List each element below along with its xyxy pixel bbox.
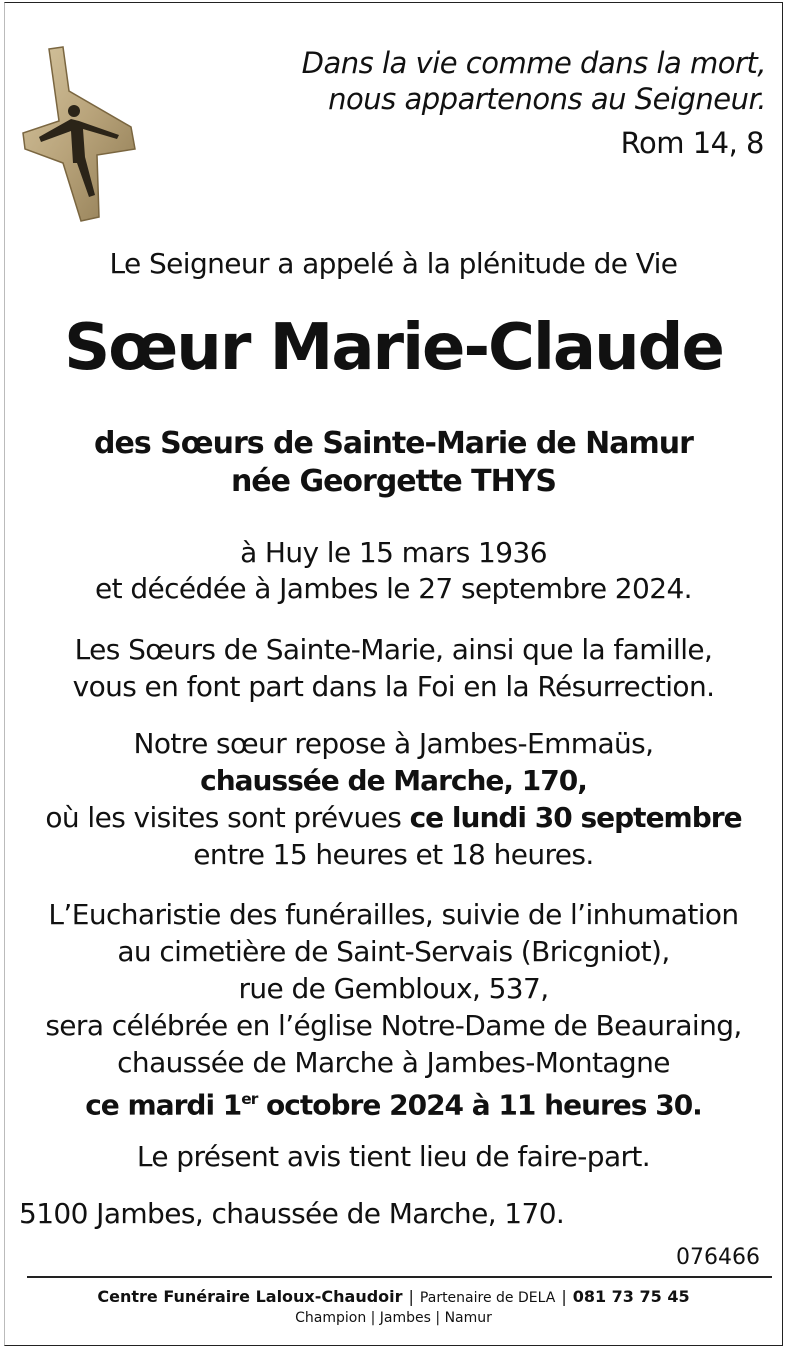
family-line-2: vous en font part dans la Foi en la Résurrection. xyxy=(72,670,715,703)
visits-hours: entre 15 heures et 18 heures. xyxy=(193,838,594,871)
quote-line-1: Dans la vie comme dans la mort, xyxy=(301,46,766,80)
funeral-datetime xyxy=(5,1081,782,1123)
funeral-line-2: au cimetière de Saint-Servais (Bricgniot), xyxy=(117,935,670,968)
funeral-datetime-sup: er xyxy=(241,1090,258,1108)
intro-line: Le Seigneur a appelé à la plénitude de Vie xyxy=(109,247,678,280)
congregation-line: des Sœurs de Sainte-Marie de Namur xyxy=(94,426,693,461)
funeral-line-5: chaussée de Marche à Jambes-Montagne xyxy=(117,1046,670,1079)
family-block xyxy=(5,631,782,705)
deceased-name: Sœur Marie-Claude xyxy=(64,311,723,385)
quote-line-2: nous appartenons au Seigneur. xyxy=(328,82,766,116)
funeral-datetime-a: ce mardi 1 xyxy=(85,1088,242,1122)
footer-locations: Champion | Jambes | Namur xyxy=(295,1310,492,1326)
repose-block xyxy=(5,725,782,873)
crucifix-icon xyxy=(19,45,139,225)
scripture-reference: Rom 14, 8 xyxy=(620,126,764,160)
funeral-datetime-b: octobre 2024 à 11 heures 30. xyxy=(257,1088,702,1122)
congregation-block xyxy=(5,425,782,501)
birth-name-line: née Georgette THYS xyxy=(230,464,557,499)
visits-line xyxy=(5,799,782,836)
dates-block xyxy=(5,535,782,607)
separator: | xyxy=(408,1287,414,1306)
partner-text: Partenaire de DELA xyxy=(419,1290,556,1306)
repose-address: chaussée de Marche, 170, xyxy=(200,764,587,797)
funeral-line-4: sera célébrée en l’église Notre-Dame de Beauraing, xyxy=(45,1009,742,1042)
funeral-line-1: L’Eucharistie des funérailles, suivie de l’inhumation xyxy=(48,898,739,931)
footer-divider xyxy=(27,1276,772,1278)
notice-line: Le présent avis tient lieu de faire-part. xyxy=(136,1140,651,1173)
repose-line-1: Notre sœur repose à Jambes-Emmaüs, xyxy=(133,727,654,760)
address-line: 5100 Jambes, chaussée de Marche, 170. xyxy=(19,1197,565,1230)
phone-number: 081 73 75 45 xyxy=(572,1287,690,1306)
birth-line: à Huy le 15 mars 1936 xyxy=(240,536,547,569)
scripture-quote xyxy=(302,45,766,117)
funeral-line-3: rue de Gembloux, 537, xyxy=(238,972,549,1005)
visits-date: ce lundi 30 septembre xyxy=(409,801,742,834)
separator: | xyxy=(561,1287,567,1306)
reference-number: 076466 xyxy=(676,1245,760,1270)
family-line-1: Les Sœurs de Sainte-Marie, ainsi que la famille, xyxy=(74,633,713,666)
death-line: et décédée à Jambes le 27 septembre 2024. xyxy=(95,572,692,605)
visits-prefix: où les visites sont prévues xyxy=(45,801,402,834)
funeral-block xyxy=(5,896,782,1123)
footer-company-line xyxy=(5,1286,782,1309)
obituary-notice xyxy=(4,2,783,1346)
company-name: Centre Funéraire Laloux-Chaudoir xyxy=(97,1287,403,1306)
